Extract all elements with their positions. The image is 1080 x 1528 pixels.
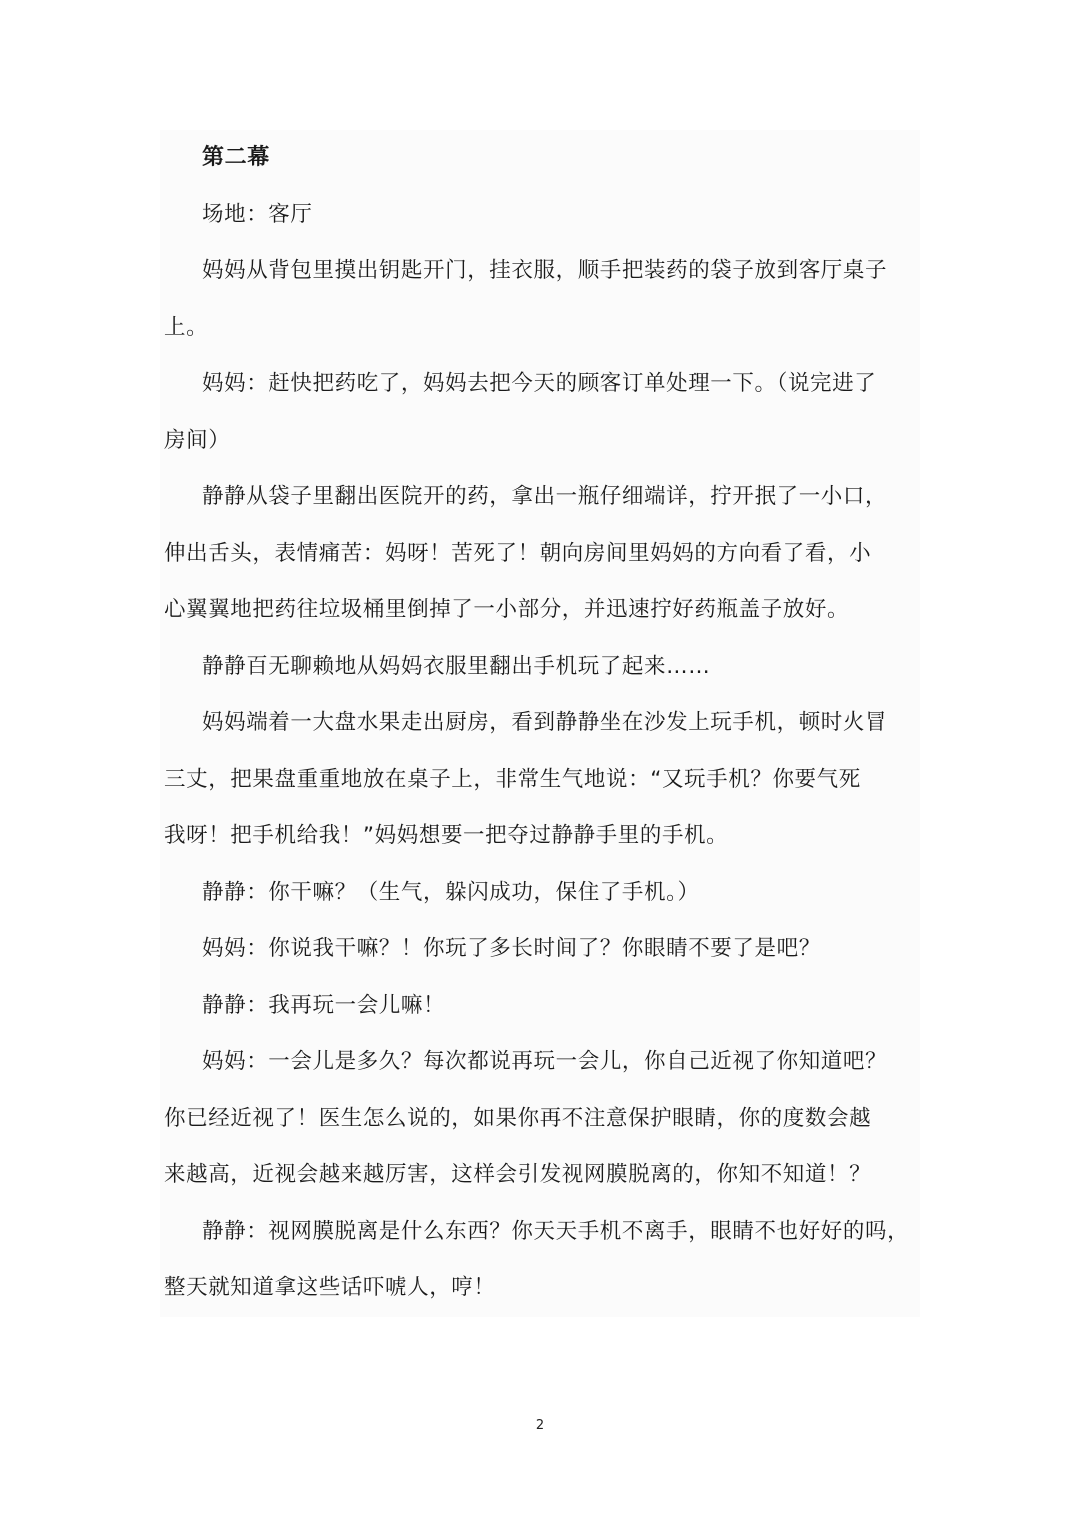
text-line: 静静从袋子里翻出医院开的药，拿出一瓶仔细端详，拧开抿了一小口，	[202, 484, 888, 509]
page-number: 2	[535, 1418, 545, 1433]
text-line: 心翼翼地把药往垃圾桶里倒掉了一小部分，并迅速拧好药瓶盖子放好。	[164, 597, 850, 622]
text-line: 静静：你干嘛？（生气，躲闪成功，保住了手机。）	[202, 879, 700, 905]
text-line: 静静：我再玩一会儿嘛！	[202, 992, 446, 1018]
text-line: 静静：视网膜脱离是什么东西？你天天手机不离手，眼睛不也好好的吗，	[202, 1218, 910, 1244]
text-line: 我呀！把手机给我！”妈妈想要一把夺过静静手里的手机。	[164, 823, 729, 848]
text-line: 妈妈：你说我干嘛？！你玩了多长时间了？你眼睛不要了是吧？	[202, 936, 821, 961]
text-line: 妈妈端着一大盘水果走出厨房，看到静静坐在沙发上玩手机，顿时火冒	[202, 710, 888, 735]
script-text-block	[160, 130, 920, 1317]
text-line: 整天就知道拿这些话吓唬人，哼！	[164, 1275, 496, 1300]
text-line: 你已经近视了！医生怎么说的，如果你再不注意保护眼睛，你的度数会越	[164, 1105, 872, 1131]
text-line: 妈妈：赶快把药吃了，妈妈去把今天的顾客订单处理一下。（说完进了	[202, 371, 877, 396]
text-line: 妈妈：一会儿是多久？每次都说再玩一会儿，你自己近视了你知道吧？	[202, 1049, 888, 1074]
text-line: 妈妈从背包里摸出钥匙开门，挂衣服，顺手把装药的袋子放到客厅桌子	[202, 258, 888, 283]
text-line: 来越高，近视会越来越厉害，这样会引发视网膜脱离的，你知不知道！？	[164, 1162, 872, 1187]
scene-heading: 第二幕	[202, 145, 270, 170]
text-line: 静静百无聊赖地从妈妈衣服里翻出手机玩了起来……	[202, 653, 711, 679]
text-line: 伸出舌头，表情痛苦：妈呀！苦死了！朝向房间里妈妈的方向看了看，小	[164, 540, 872, 566]
text-line: 场地：客厅	[202, 201, 313, 227]
text-line: 上。	[164, 314, 209, 340]
text-line: 房间）	[164, 427, 231, 453]
text-line: 三丈，把果盘重重地放在桌子上，非常生气地说：“又玩手机？你要气死	[164, 766, 861, 792]
